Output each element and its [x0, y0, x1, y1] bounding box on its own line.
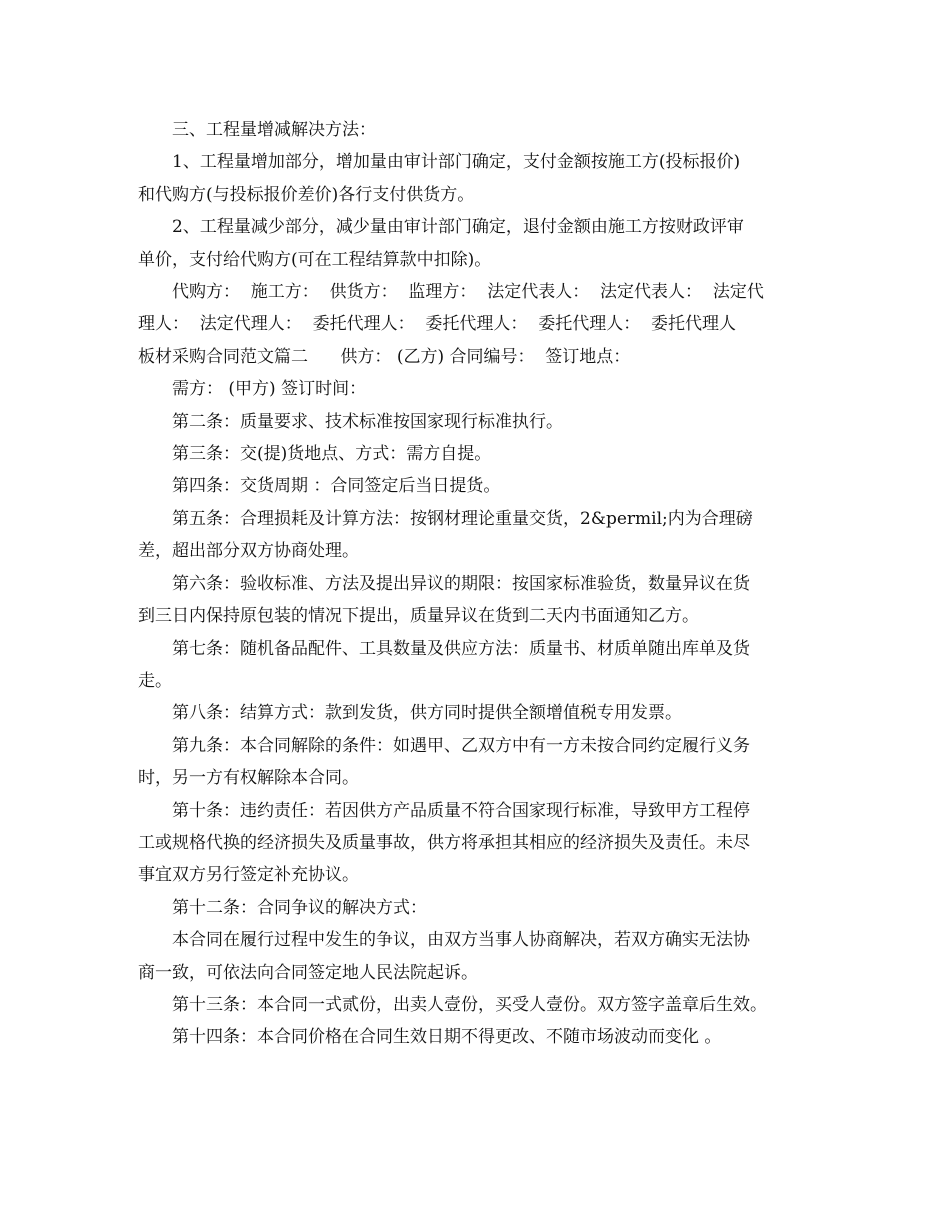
text-line: 第八条：结算方式：款到发货，供方同时提供全额增值税专用发票。 [172, 703, 682, 724]
text-line: 第五条：合理损耗及计算方法：按钢材理论重量交货，2&permil;内为合理磅 [172, 508, 753, 529]
text-line: 第七条：随机备品配件、工具数量及供应方法：质量书、材质单随出库单及货 [172, 638, 750, 659]
text-line: 第六条：验收标准、方法及提出异议的期限：按国家标准验货，数量异议在货 [172, 573, 750, 594]
text-line: 1、工程量增加部分，增加量由审计部门确定，支付金额按施工方(投标报价) [172, 152, 741, 173]
text-line: 2、工程量减少部分，减少量由审计部门确定，退付金额由施工方按财政评审 [172, 217, 744, 238]
text-line: 代购方： 施工方： 供货方： 监理方： 法定代表人： 法定代表人： 法定代 [172, 282, 764, 303]
text-line: 走。 [138, 670, 172, 691]
text-line: 单价，支付给代购方(可在工程结算款中扣除)。 [138, 249, 492, 270]
text-line: 和代购方(与投标报价差价)各行支付供货方。 [138, 184, 475, 205]
text-line: 第九条：本合同解除的条件：如遇甲、乙双方中有一方未按合同约定履行义务 [172, 735, 750, 756]
text-line: 需方： (甲方) 签订时间： [172, 379, 367, 400]
text-line: 第四条：交货周期 ：合同签定后当日提货。 [172, 476, 501, 497]
document-body [138, 114, 823, 1054]
text-line: 第三条：交(提)货地点、方式：需方自提。 [172, 444, 492, 465]
text-line: 事宜双方另行签定补充协议。 [138, 865, 359, 886]
text-line: 本合同在履行过程中发生的争议，由双方当事人协商解决，若双方确实无法协 [172, 930, 750, 951]
text-line: 第十条：违约责任：若因供方产品质量不符合国家现行标准，导致甲方工程停 [172, 800, 750, 821]
text-line: 时，另一方有权解除本合同。 [138, 768, 359, 789]
text-line: 第十四条：本合同价格在合同生效日期不得更改、不随市场波动而变化 。 [172, 1027, 722, 1048]
text-line: 板材采购合同范文篇二 供方： (乙方) 合同编号： 签订地点： [138, 346, 631, 367]
text-line: 工或规格代换的经济损失及质量事故，供方将承担其相应的经济损失及责任。未尽 [138, 832, 750, 853]
text-line: 第十二条：合同争议的解决方式： [172, 897, 427, 918]
text-line: 商一致，可依法向合同签定地人民法院起诉。 [138, 962, 478, 983]
text-line: 第十三条：本合同一式贰份，出卖人壹份，买受人壹份。双方签字盖章后生效。 [172, 994, 767, 1015]
text-line: 到三日内保持原包装的情况下提出，质量异议在货到二天内书面通知乙方。 [138, 606, 699, 627]
text-line: 差，超出部分双方协商处理。 [138, 541, 359, 562]
text-line: 理人： 法定代理人： 委托代理人： 委托代理人： 委托代理人： 委托代理人 [138, 314, 737, 335]
text-line: 第二条：质量要求、技术标准按国家现行标准执行。 [172, 411, 563, 432]
text-line: 三、工程量增减解决方法： [172, 120, 376, 140]
